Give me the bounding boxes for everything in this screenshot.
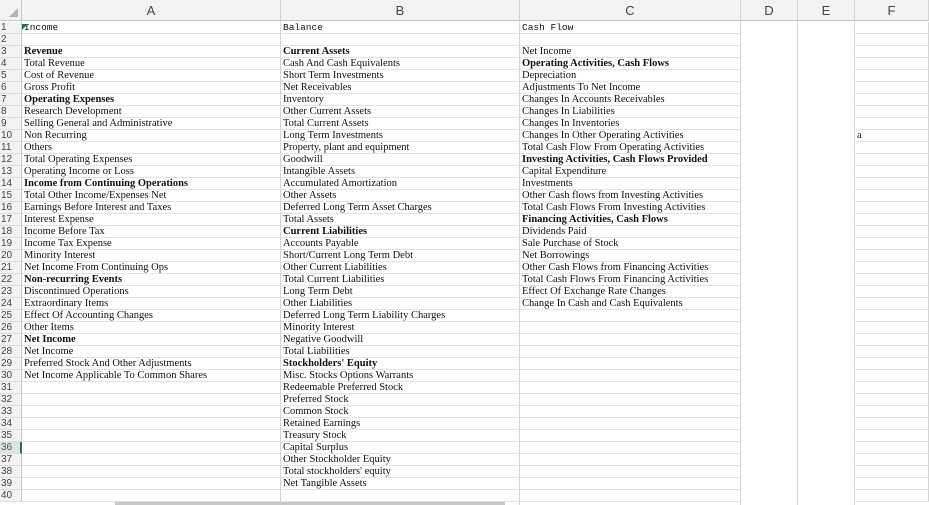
row-header-7[interactable]: 7: [0, 94, 22, 106]
row-header-26[interactable]: 26: [0, 322, 22, 334]
cell-c25[interactable]: [520, 310, 741, 322]
cell-c23[interactable]: Effect Of Exchange Rate Changes: [520, 286, 741, 298]
cell-c37[interactable]: [520, 454, 741, 466]
row-header-3[interactable]: 3: [0, 46, 22, 58]
cell-b16[interactable]: Deferred Long Term Asset Charges: [281, 202, 520, 214]
row-header-4[interactable]: 4: [0, 58, 22, 70]
cell-f25[interactable]: [855, 310, 929, 322]
cell-a16[interactable]: Earnings Before Interest and Taxes: [22, 202, 281, 214]
cell-a7[interactable]: Operating Expenses: [22, 94, 281, 106]
cell-b23[interactable]: Long Term Debt: [281, 286, 520, 298]
cell-c21[interactable]: Other Cash Flows from Financing Activities: [520, 262, 741, 274]
cell-a27[interactable]: Net Income: [22, 334, 281, 346]
cell-c20[interactable]: Net Borrowings: [520, 250, 741, 262]
cell-f1[interactable]: [855, 22, 929, 34]
row-header-10[interactable]: 10: [0, 130, 22, 142]
cell-a36[interactable]: [22, 442, 281, 454]
cell-a6[interactable]: Gross Profit: [22, 82, 281, 94]
row-header-32[interactable]: 32: [0, 394, 22, 406]
cell-b33[interactable]: Common Stock: [281, 406, 520, 418]
cell-c9[interactable]: Changes In Inventories: [520, 118, 741, 130]
row-header-13[interactable]: 13: [0, 166, 22, 178]
cell-c7[interactable]: Changes In Accounts Receivables: [520, 94, 741, 106]
row-header-8[interactable]: 8: [0, 106, 22, 118]
cell-f13[interactable]: [855, 166, 929, 178]
cell-f28[interactable]: [855, 346, 929, 358]
cell-f26[interactable]: [855, 322, 929, 334]
cell-c28[interactable]: [520, 346, 741, 358]
cell-b35[interactable]: Treasury Stock: [281, 430, 520, 442]
cell-b40[interactable]: [281, 490, 520, 502]
cell-b9[interactable]: Total Current Assets: [281, 118, 520, 130]
cell-f6[interactable]: [855, 82, 929, 94]
cell-f23[interactable]: [855, 286, 929, 298]
cell-c15[interactable]: Other Cash flows from Investing Activities: [520, 190, 741, 202]
cell-a17[interactable]: Interest Expense: [22, 214, 281, 226]
cell-f21[interactable]: [855, 262, 929, 274]
cell-b26[interactable]: Minority Interest: [281, 322, 520, 334]
cell-c16[interactable]: Total Cash Flows From Investing Activities: [520, 202, 741, 214]
cell-c19[interactable]: Sale Purchase of Stock: [520, 238, 741, 250]
cell-b36[interactable]: Capital Surplus: [281, 442, 520, 454]
row-header-2[interactable]: 2: [0, 34, 22, 46]
row-header-28[interactable]: 28: [0, 346, 22, 358]
column-header-d[interactable]: D: [741, 0, 798, 21]
cell-f20[interactable]: [855, 250, 929, 262]
column-header-e[interactable]: E: [798, 0, 855, 21]
select-all-corner[interactable]: [0, 0, 22, 21]
row-header-15[interactable]: 15: [0, 190, 22, 202]
cell-c38[interactable]: [520, 466, 741, 478]
cell-c40[interactable]: [520, 490, 741, 502]
row-header-21[interactable]: 21: [0, 262, 22, 274]
cell-a33[interactable]: [22, 406, 281, 418]
cell-b29[interactable]: Stockholders' Equity: [281, 358, 520, 370]
cell-f16[interactable]: [855, 202, 929, 214]
cell-a20[interactable]: Minority Interest: [22, 250, 281, 262]
cell-c10[interactable]: Changes In Other Operating Activities: [520, 130, 741, 142]
cell-a40[interactable]: [22, 490, 281, 502]
cell-a2[interactable]: [22, 34, 281, 46]
cell-b12[interactable]: Goodwill: [281, 154, 520, 166]
row-header-14[interactable]: 14: [0, 178, 22, 190]
row-header-24[interactable]: 24: [0, 298, 22, 310]
cell-a39[interactable]: [22, 478, 281, 490]
column-header-b[interactable]: B: [281, 0, 520, 21]
cell-f32[interactable]: [855, 394, 929, 406]
cell-b24[interactable]: Other Liabilities: [281, 298, 520, 310]
cell-f3[interactable]: [855, 46, 929, 58]
cell-a1[interactable]: Income: [22, 22, 281, 34]
cell-b19[interactable]: Accounts Payable: [281, 238, 520, 250]
cell-a34[interactable]: [22, 418, 281, 430]
row-header-25[interactable]: 25: [0, 310, 22, 322]
cell-b25[interactable]: Deferred Long Term Liability Charges: [281, 310, 520, 322]
cell-f33[interactable]: [855, 406, 929, 418]
row-header-38[interactable]: 38: [0, 466, 22, 478]
cell-b32[interactable]: Preferred Stock: [281, 394, 520, 406]
cell-b4[interactable]: Cash And Cash Equivalents: [281, 58, 520, 70]
cell-c31[interactable]: [520, 382, 741, 394]
cell-f12[interactable]: [855, 154, 929, 166]
cell-c33[interactable]: [520, 406, 741, 418]
cell-a5[interactable]: Cost of Revenue: [22, 70, 281, 82]
cell-c13[interactable]: Capital Expenditure: [520, 166, 741, 178]
cell-b27[interactable]: Negative Goodwill: [281, 334, 520, 346]
cell-b20[interactable]: Short/Current Long Term Debt: [281, 250, 520, 262]
cell-f7[interactable]: [855, 94, 929, 106]
row-header-11[interactable]: 11: [0, 142, 22, 154]
cell-f10[interactable]: a: [855, 130, 929, 142]
row-header-17[interactable]: 17: [0, 214, 22, 226]
cell-f34[interactable]: [855, 418, 929, 430]
cell-f35[interactable]: [855, 430, 929, 442]
cell-f5[interactable]: [855, 70, 929, 82]
cell-a31[interactable]: [22, 382, 281, 394]
cell-f17[interactable]: [855, 214, 929, 226]
cell-a37[interactable]: [22, 454, 281, 466]
cell-c39[interactable]: [520, 478, 741, 490]
cell-a24[interactable]: Extraordinary Items: [22, 298, 281, 310]
cell-b39[interactable]: Net Tangible Assets: [281, 478, 520, 490]
row-header-33[interactable]: 33: [0, 406, 22, 418]
cell-f39[interactable]: [855, 478, 929, 490]
cell-f2[interactable]: [855, 34, 929, 46]
cell-a4[interactable]: Total Revenue: [22, 58, 281, 70]
row-header-35[interactable]: 35: [0, 430, 22, 442]
cell-f29[interactable]: [855, 358, 929, 370]
column-gridline: [797, 21, 798, 505]
row-header-12[interactable]: 12: [0, 154, 22, 166]
cell-a30[interactable]: Net Income Applicable To Common Shares: [22, 370, 281, 382]
cell-a14[interactable]: Income from Continuing Operations: [22, 178, 281, 190]
cell-c5[interactable]: Depreciation: [520, 70, 741, 82]
cell-f14[interactable]: [855, 178, 929, 190]
cell-b21[interactable]: Other Current Liabilities: [281, 262, 520, 274]
cell-a10[interactable]: Non Recurring: [22, 130, 281, 142]
cell-c12[interactable]: Investing Activities, Cash Flows Provided: [520, 154, 741, 166]
cell-a32[interactable]: [22, 394, 281, 406]
row-header-1[interactable]: 1: [0, 22, 22, 34]
cell-c3[interactable]: Net Income: [520, 46, 741, 58]
cell-a19[interactable]: Income Tax Expense: [22, 238, 281, 250]
cell-c11[interactable]: Total Cash Flow From Operating Activities: [520, 142, 741, 154]
cell-a25[interactable]: Effect Of Accounting Changes: [22, 310, 281, 322]
cell-b11[interactable]: Property, plant and equipment: [281, 142, 520, 154]
row-header-39[interactable]: 39: [0, 478, 22, 490]
row-header-40[interactable]: 40: [0, 490, 22, 502]
row-header-36[interactable]: 36: [0, 442, 22, 454]
cell-f18[interactable]: [855, 226, 929, 238]
cell-f22[interactable]: [855, 274, 929, 286]
cell-f9[interactable]: [855, 118, 929, 130]
cell-f27[interactable]: [855, 334, 929, 346]
cell-a28[interactable]: Net Income: [22, 346, 281, 358]
cell-b15[interactable]: Other Assets: [281, 190, 520, 202]
cell-b8[interactable]: Other Current Assets: [281, 106, 520, 118]
row-header-23[interactable]: 23: [0, 286, 22, 298]
cell-a35[interactable]: [22, 430, 281, 442]
cell-a22[interactable]: Non-recurring Events: [22, 274, 281, 286]
cell-c27[interactable]: [520, 334, 741, 346]
cell-c8[interactable]: Changes In Liabilities: [520, 106, 741, 118]
row-header-34[interactable]: 34: [0, 418, 22, 430]
cell-a12[interactable]: Total Operating Expenses: [22, 154, 281, 166]
column-header-f[interactable]: F: [855, 0, 929, 21]
column-header-a[interactable]: A: [22, 0, 281, 21]
cell-b13[interactable]: Intangible Assets: [281, 166, 520, 178]
cell-f40[interactable]: [855, 490, 929, 502]
cell-c35[interactable]: [520, 430, 741, 442]
active-cell-marker: [22, 24, 28, 30]
cell-c4[interactable]: Operating Activities, Cash Flows: [520, 58, 741, 70]
cell-c30[interactable]: [520, 370, 741, 382]
cell-c24[interactable]: Change In Cash and Cash Equivalents: [520, 298, 741, 310]
cell-c34[interactable]: [520, 418, 741, 430]
row-header-19[interactable]: 19: [0, 238, 22, 250]
row-header-31[interactable]: 31: [0, 382, 22, 394]
cell-b34[interactable]: Retained Earnings: [281, 418, 520, 430]
cell-a11[interactable]: Others: [22, 142, 281, 154]
cell-b14[interactable]: Accumulated Amortization: [281, 178, 520, 190]
row-header-20[interactable]: 20: [0, 250, 22, 262]
cell-f8[interactable]: [855, 106, 929, 118]
cell-a8[interactable]: Research Development: [22, 106, 281, 118]
cell-c32[interactable]: [520, 394, 741, 406]
cell-f38[interactable]: [855, 466, 929, 478]
cell-f36[interactable]: [855, 442, 929, 454]
cell-b2[interactable]: [281, 34, 520, 46]
cell-a18[interactable]: Income Before Tax: [22, 226, 281, 238]
cell-c6[interactable]: Adjustments To Net Income: [520, 82, 741, 94]
cell-f19[interactable]: [855, 238, 929, 250]
row-header-29[interactable]: 29: [0, 358, 22, 370]
cell-b22[interactable]: Total Current Liabilities: [281, 274, 520, 286]
cell-c14[interactable]: Investments: [520, 178, 741, 190]
cell-c29[interactable]: [520, 358, 741, 370]
cell-b31[interactable]: Redeemable Preferred Stock: [281, 382, 520, 394]
cell-a9[interactable]: Selling General and Administrative: [22, 118, 281, 130]
row-header-27[interactable]: 27: [0, 334, 22, 346]
cell-c22[interactable]: Total Cash Flows From Financing Activities: [520, 274, 741, 286]
cell-b30[interactable]: Misc. Stocks Options Warrants: [281, 370, 520, 382]
row-header-22[interactable]: 22: [0, 274, 22, 286]
row-header-5[interactable]: 5: [0, 70, 22, 82]
cell-a21[interactable]: Net Income From Continuing Ops: [22, 262, 281, 274]
column-header-c[interactable]: C: [520, 0, 741, 21]
cell-a15[interactable]: Total Other Income/Expenses Net: [22, 190, 281, 202]
cell-b3[interactable]: Current Assets: [281, 46, 520, 58]
cell-b7[interactable]: Inventory: [281, 94, 520, 106]
cell-b6[interactable]: Net Receivables: [281, 82, 520, 94]
cell-f4[interactable]: [855, 58, 929, 70]
select-all-triangle-icon: [9, 8, 18, 17]
cell-b17[interactable]: Total Assets: [281, 214, 520, 226]
cell-b10[interactable]: Long Term Investments: [281, 130, 520, 142]
cell-c2[interactable]: [520, 34, 741, 46]
cell-f37[interactable]: [855, 454, 929, 466]
cell-a26[interactable]: Other Items: [22, 322, 281, 334]
cell-f30[interactable]: [855, 370, 929, 382]
row-header-16[interactable]: 16: [0, 202, 22, 214]
cell-b18[interactable]: Current Liabilities: [281, 226, 520, 238]
cell-f11[interactable]: [855, 142, 929, 154]
cell-a23[interactable]: Discontinued Operations: [22, 286, 281, 298]
cell-a13[interactable]: Operating Income or Loss: [22, 166, 281, 178]
cell-b28[interactable]: Total Liabilities: [281, 346, 520, 358]
cell-b38[interactable]: Total stockholders' equity: [281, 466, 520, 478]
cell-f31[interactable]: [855, 382, 929, 394]
row-header-18[interactable]: 18: [0, 226, 22, 238]
cell-c18[interactable]: Dividends Paid: [520, 226, 741, 238]
cell-b37[interactable]: Other Stockholder Equity: [281, 454, 520, 466]
cell-c26[interactable]: [520, 322, 741, 334]
row-header-37[interactable]: 37: [0, 454, 22, 466]
cell-a29[interactable]: Preferred Stock And Other Adjustments: [22, 358, 281, 370]
cell-a38[interactable]: [22, 466, 281, 478]
row-header-9[interactable]: 9: [0, 118, 22, 130]
row-header-30[interactable]: 30: [0, 370, 22, 382]
cell-f15[interactable]: [855, 190, 929, 202]
cell-b5[interactable]: Short Term Investments: [281, 70, 520, 82]
cell-c1[interactable]: Cash Flow: [520, 22, 741, 34]
cell-a3[interactable]: Revenue: [22, 46, 281, 58]
cell-c36[interactable]: [520, 442, 741, 454]
cell-b1[interactable]: Balance: [281, 22, 520, 34]
cell-f24[interactable]: [855, 298, 929, 310]
cell-c17[interactable]: Financing Activities, Cash Flows: [520, 214, 741, 226]
row-header-6[interactable]: 6: [0, 82, 22, 94]
